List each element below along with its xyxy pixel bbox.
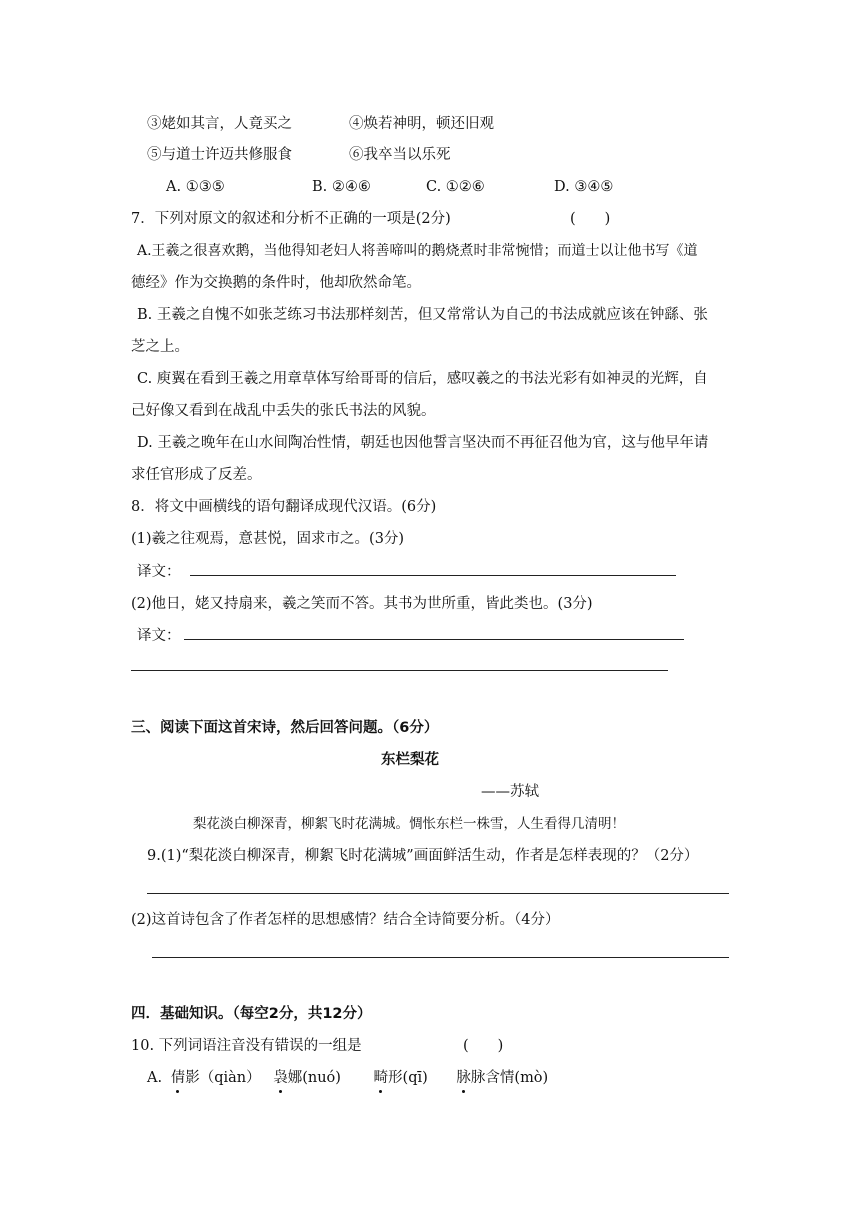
- q10-word-3-dotted-char: 畸: [373, 1070, 389, 1086]
- q10-word-4-dotted-char: 脉: [456, 1070, 471, 1086]
- q10-option-a: [147, 1068, 548, 1088]
- q8-answer-line-3[interactable]: [131, 670, 668, 671]
- q10-word-2-rest: 娜(nuó): [287, 1070, 341, 1086]
- q10-word-4: [456, 1070, 548, 1086]
- q7-option-a-line2: 德经》作为交换鹅的条件时，他却欣然命笔。: [131, 275, 421, 291]
- q10-word-1-rest: 影（qiàn）: [185, 1070, 261, 1086]
- q8-translation-label-1: 译文：: [137, 564, 181, 580]
- q9-part-2: (2)这首诗包含了作者怎样的思想感情？结合全诗简要分析。（4分）: [131, 912, 560, 928]
- q8-sentence-2: (2)他日，姥又持扇来，羲之笑而不答。其书为世所重，皆此类也。(3分): [131, 596, 593, 612]
- q7-option-c-line2: 己好像又看到在战乱中丢失的张氏书法的风貌。: [131, 403, 436, 419]
- q7-stem: 7．下列对原文的叙述和分析不正确的一项是(2分): [131, 211, 451, 227]
- poem-text: 梨花淡白柳深青，柳絮飞时花满城。惆怅东栏一株雪，人生看得几清明！: [193, 816, 625, 832]
- q10-word-1-dotted-char: 倩: [170, 1070, 186, 1086]
- q7-option-c-line1: C. 庾翼在看到王羲之用章草体写给哥哥的信后，感叹羲之的书法光彩有如神灵的光辉，自: [137, 371, 708, 387]
- q10-word-2: [273, 1070, 341, 1086]
- q7-option-d-line1: D. 王羲之晚年在山水间陶冶性情，朝廷也因他誓言坚决而不再征召他为官，这与他早年请: [137, 435, 709, 451]
- q6-choice-b: B. ②④⑥: [312, 179, 371, 195]
- q7-option-b-line1: B. 王羲之自愧不如张芝练习书法那样刻苦，但又常常认为自己的书法成就应该在钟繇、张: [137, 307, 708, 323]
- q6-choice-c: C. ①②⑥: [426, 179, 485, 195]
- q8-stem: 8．将文中画横线的语句翻译成现代汉语。(6分): [131, 499, 437, 515]
- q8-translation-label-2: 译文：: [137, 628, 181, 644]
- q7-answer-paren: ( ): [570, 211, 611, 227]
- q10-answer-paren: ( ): [463, 1038, 504, 1054]
- section-3-heading: 三、阅读下面这首宋诗，然后回答问题。（6分）: [131, 720, 439, 736]
- q8-answer-line-1[interactable]: [190, 575, 676, 576]
- q7-option-d-line2: 求任官形成了反差。: [131, 467, 262, 483]
- poem-author: ——苏轼: [481, 784, 539, 800]
- q6-choice-d: D. ③④⑤: [554, 179, 614, 195]
- q10-word-4-rest: 脉含情(mò): [470, 1070, 549, 1086]
- poem-title: 东栏梨花: [381, 752, 439, 768]
- q7-option-a-line1: A.王羲之很喜欢鹅，当他得知老妇人将善啼叫的鹅烧煮时非常惋惜；而道士以让他书写《道: [137, 243, 698, 259]
- q7-option-b-line2: 芝之上。: [131, 339, 189, 355]
- q10-word-3: [374, 1070, 428, 1086]
- q8-sentence-1: (1)羲之往观焉，意甚悦，固求市之。(3分): [131, 531, 405, 547]
- q10-word-3-rest: 形(qī): [388, 1070, 428, 1086]
- q8-answer-line-2[interactable]: [184, 639, 684, 640]
- q9-part-1: 9.(1)“梨花淡白柳深青，柳絮飞时花满城”画面鲜活生动，作者是怎样表现的？（2分）: [147, 848, 699, 864]
- q10-stem: 10. 下列词语注音没有错误的一组是: [131, 1038, 362, 1054]
- q6-choice-a: A. ①③⑤: [166, 179, 225, 195]
- q6-option-4: ④焕若神明，顿还旧观: [349, 116, 494, 132]
- q9-answer-line-2[interactable]: [152, 957, 729, 958]
- q9-answer-line-1[interactable]: [147, 893, 729, 894]
- q6-option-3-5: ③姥如其言，人竟买之: [147, 116, 292, 132]
- q10-word-2-dotted-char: 袅: [273, 1070, 288, 1086]
- q10-word-1: [171, 1070, 261, 1086]
- q6-option-5: ⑤与道士许迈共修服食: [147, 147, 292, 163]
- q6-option-6: ⑥我卒当以乐死: [349, 147, 451, 163]
- q10-option-a-label: A.: [147, 1070, 163, 1086]
- section-4-heading: 四．基础知识。（每空2分，共12分）: [131, 1006, 372, 1022]
